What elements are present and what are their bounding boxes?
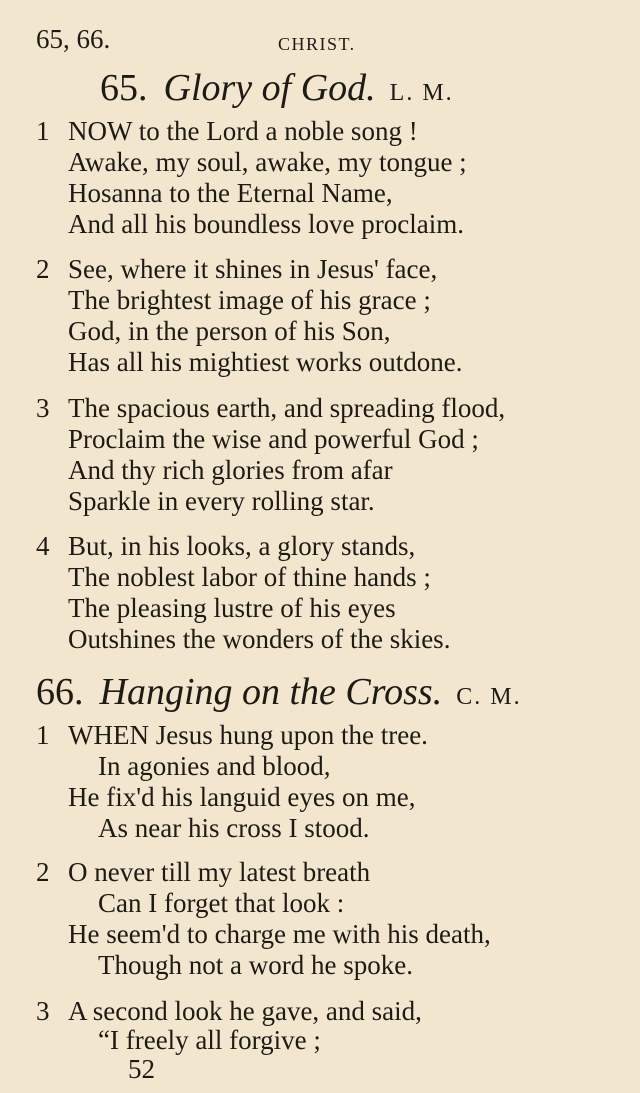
verse-line: Can I forget that look : [98,888,345,918]
running-head: CHRIST. [278,34,356,54]
verse-number: 3 [36,393,50,423]
verse-number: 3 [36,996,50,1026]
hymn-title [36,670,522,714]
verse-line: But, in his looks, a glory stands, [68,531,416,561]
verse-number: 2 [36,857,50,887]
verse-line: And thy rich glories from afar [68,455,393,485]
verse-line: Outshines the wonders of the skies. [68,624,451,654]
verse-line: “I freely all forgive ; [98,1025,321,1055]
verse-line: NOW to the Lord a noble song ! [68,116,418,146]
verse-line: Hosanna to the Eternal Name, [68,178,393,208]
verse-line: WHEN Jesus hung upon the tree. [68,720,428,750]
verse-line: The spacious earth, and spreading flood, [68,393,506,423]
verse-line: Though not a word he spoke. [98,950,413,980]
verse-line: Sparkle in every rolling star. [68,486,375,516]
verse-line: Proclaim the wise and powerful God ; [68,424,479,454]
verse-line: Awake, my soul, awake, my tongue ; [68,147,467,177]
hymn-number: 66. [36,671,84,713]
verse-line: As near his cross I stood. [98,813,370,843]
hymn-name: Hanging on the Cross. [99,671,443,713]
verse-number: 2 [36,254,50,284]
hymn-meter: L. M. [389,80,454,106]
verse-line: O never till my latest breath [68,857,371,887]
verse-line: See, where it shines in Jesus' face, [68,254,438,284]
hymn-name: Glory of God. [163,67,376,109]
verse-line: The pleasing lustre of his eyes [68,593,396,623]
verse-line: The noblest labor of thine hands ; [68,562,431,592]
verse-number: 4 [36,531,50,561]
verse-line: He fix'd his languid eyes on me, [68,782,416,812]
verse-line: And all his boundless love proclaim. [68,209,464,239]
verse-line: A second look he gave, and said, [68,996,422,1026]
verse-line: The brightest image of his grace ; [68,285,431,315]
verse-number: 1 [36,720,50,750]
verse-line: Has all his mightiest works outdone. [68,347,463,377]
hymn-meter: C. M. [456,684,522,710]
hymn-number: 65. [100,67,148,109]
page-number: 52 [128,1054,155,1084]
verse-number: 1 [36,116,50,146]
hymn-title [100,66,454,110]
verse-line: In agonies and blood, [98,751,331,781]
verse-line: God, in the person of his Son, [68,316,391,346]
page-range: 65, 66. [36,24,111,54]
verse-line: He seem'd to charge me with his death, [68,919,491,949]
